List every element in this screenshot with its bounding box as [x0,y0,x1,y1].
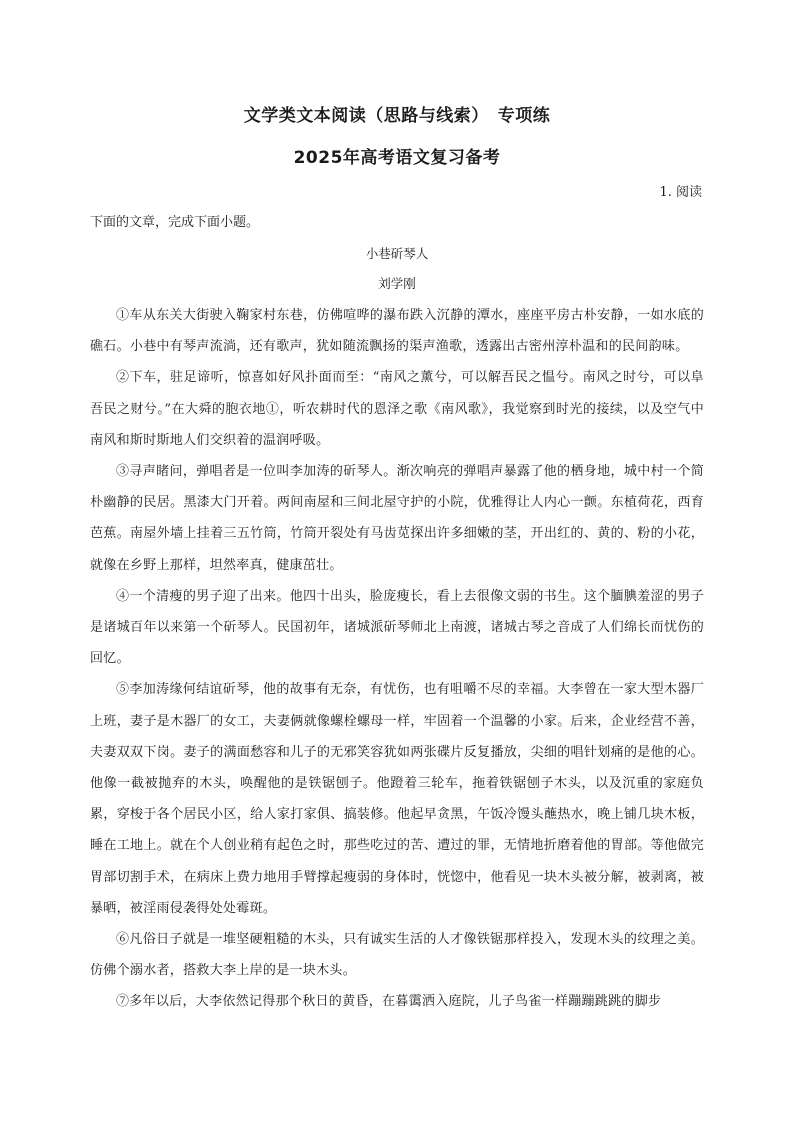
story-body [90,300,704,1018]
paragraph-5: ⑤李加涛缘何结谊斫琴，他的故事有无奈，有忧伤，也有咀嚼不尽的幸福。大李曾在一家大型木器厂上班，妻子是木器厂的女工，夫妻俩就像螺栓螺母一样，牢固着一个温馨的小家。后来，企业经营不善，夫妻双双下岗。妻子的满面愁容和儿子的无邪笑容犹如两张碟片反复播放，尖细的唱针划痛的是他的心。他像一截被抛弃的木头，唤醒他的是铁锯刨子。他蹬着三轮车，拖着铁锯刨子木头，以及沉重的家庭负累，穿梭于各个居民小区，给人家打家俱、搞装修。他起早贪黑，午饭冷馒头蘸热水，晚上铺几块木板，睡在工地上。就在个人创业稍有起色之时，那些吃过的苦、遭过的罪，无情地折磨着他的胃部。等他做完胃部切割手术，在病床上费力地用手臂撑起瘦弱的身体时，恍惚中，他看见一块木头被分解，被剥离，被暴晒，被淫雨侵袭得处处霉斑。 [90,682,704,916]
question-number: 1. 阅读 [659,185,702,200]
story-title: 小巷斫琴人 [365,246,429,261]
document-title: 文学类文本阅读（思路与线索） 专项练 [243,106,551,126]
question-intro: 下面的文章，完成下面小题。 [90,215,260,230]
paragraph-4: ④一个清瘦的男子迎了出来。他四十出头，脸庞瘦长，看上去很像文弱的书生。这个腼腆羞涩的男子是诸城百年以来第一个斫琴人。民国初年，诸城派斫琴师北上南渡，诸城古琴之音成了人们绵长而忧伤的回忆。 [90,588,704,667]
paragraph-1: ①车从东关大街驶入鞠家村东巷，仿佛喧哗的瀑布跌入沉静的潭水，座座平房古朴安静，一如水底的礁石。小巷中有琴声流淌，还有歌声，犹如随流飘扬的渠声渔歌，透露出古密州淳朴温和的民间韵味。 [90,308,704,355]
paragraph-6: ⑥凡俗日子就是一堆坚硬粗糙的木头，只有诚实生活的人才像铁锯那样投入，发现木头的纹理之美。仿佛个溺水者，搭救大李上岸的是一块木头。 [90,932,704,979]
document-subtitle: 2025年高考语文复习备考 [293,148,501,168]
paragraph-2: ②下车，驻足谛听，惊喜如好风扑面而至：“南风之薰兮，可以解吾民之愠兮。南风之时兮，可以阜吾民之财兮。”在大舜的胞衣地①，听农耕时代的恩泽之歌《南风歌》，我觉察到时光的接续，以及空气中南风和斯时斯地人们交织着的温润呼吸。 [90,370,704,448]
story-author: 刘学刚 [378,276,416,291]
paragraph-3: ③寻声睹问，弹唱者是一位叫李加涛的斫琴人。渐次响亮的弹唱声暴露了他的栖身地，城中村一个简朴幽静的民居。黑漆大门开着。两间南屋和三间北屋守护的小院，优雅得让人内心一颤。东植荷花，西育芭蕉。南屋外墙上挂着三五竹筒，竹筒开裂处有马齿苋探出许多细嫩的茎，开出红的、黄的、粉的小花，就像在乡野上那样，坦然率真，健康茁壮。 [90,464,704,573]
paragraph-7: ⑦多年以后，大李依然记得那个秋日的黄昏，在暮霭洒入庭院，儿子鸟雀一样蹦蹦跳跳的脚步 [116,994,662,1010]
